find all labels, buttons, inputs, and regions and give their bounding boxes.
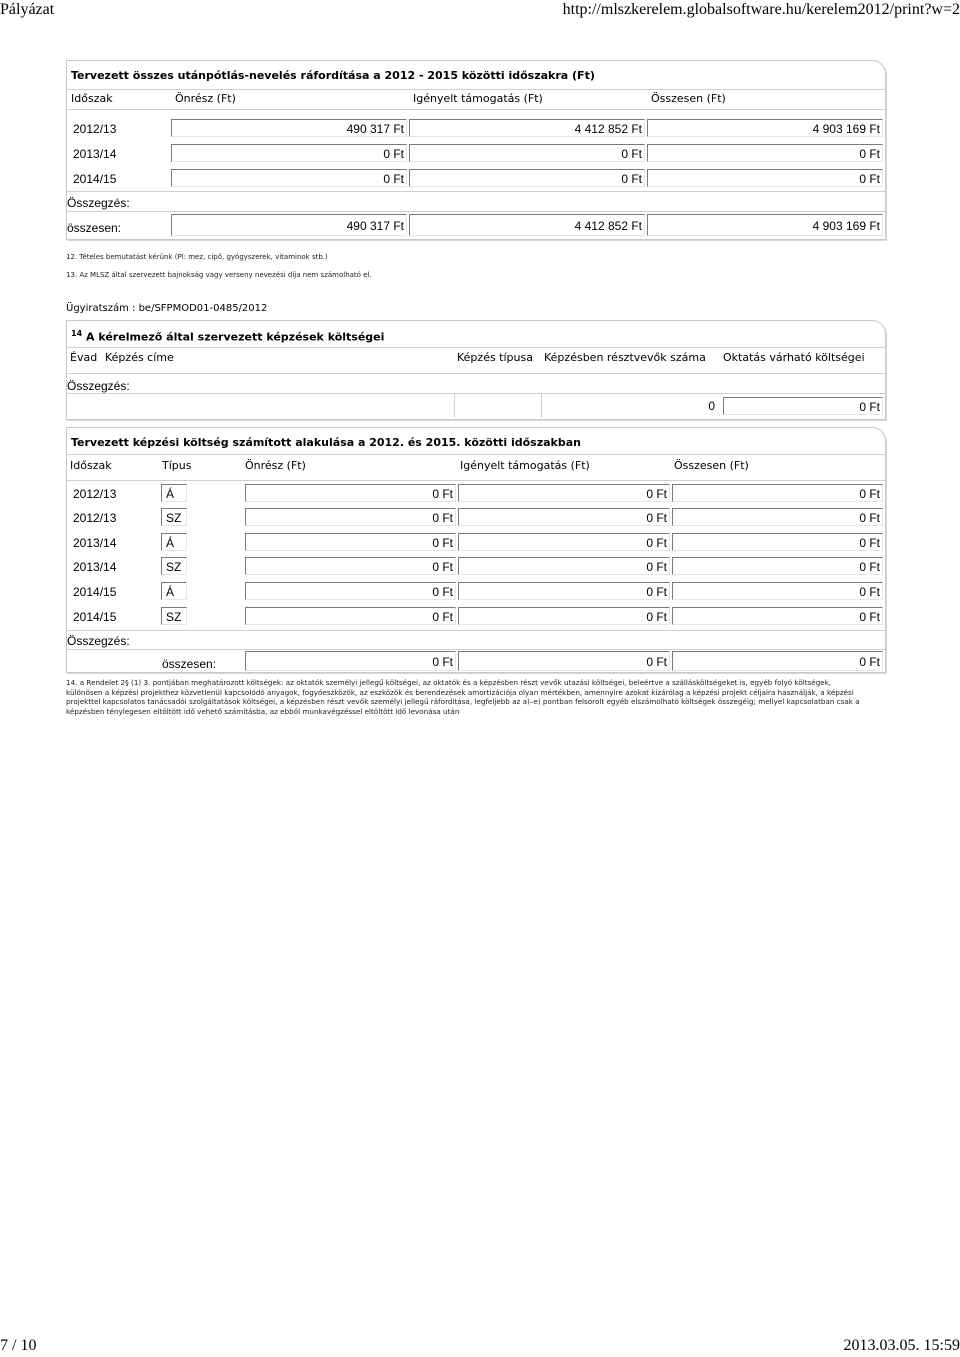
osszesen-field[interactable]: 0 Ft — [647, 169, 883, 187]
note-12: 12. Tételes bemutatást kérünk (Pl: mez, cipő, gyógyszerek, vitaminok stb.) — [66, 253, 328, 261]
total-igenyelt-field[interactable]: 0 Ft — [458, 651, 670, 671]
col-header-tipus: Típus — [162, 459, 192, 472]
igenyelt-field[interactable]: 0 Ft — [409, 169, 645, 187]
panel-title-text: A kérelmező által szervezett képzések költségei — [85, 330, 385, 344]
row-period: 2014/15 — [73, 610, 117, 624]
total-onresz-field[interactable]: 490 317 Ft — [171, 214, 407, 236]
igenyelt-field[interactable]: 0 Ft — [458, 508, 670, 526]
igenyelt-field[interactable]: 0 Ft — [458, 484, 670, 502]
page-header-url[interactable]: http://mlszkerelem.globalsoftware.hu/kerelem2012/print?w=2 — [562, 1, 960, 18]
utanpotlas-table — [66, 60, 886, 240]
ugyiratszam: Ügyiratszám : be/SFPMOD01-0485/2012 — [66, 303, 268, 314]
footnote-marker: 14 — [71, 329, 83, 338]
row-period: 2012/13 — [73, 487, 117, 501]
page-number: 7 / 10 — [0, 1337, 37, 1354]
onresz-field[interactable]: 0 Ft — [245, 533, 456, 551]
col-header-idoszak: Időszak — [70, 459, 112, 472]
total-cost-field[interactable]: 0 Ft — [723, 397, 883, 415]
col-header-igenyelt: Igényelt támogatás (Ft) — [460, 459, 590, 472]
kepzesi-koltseg-table — [66, 427, 886, 673]
print-timestamp: 2013.03.05. 15:59 — [843, 1337, 960, 1354]
footnote-line: képzésben ténylegesen eltöltött idő vehető számításba, az ebből munkavégzéssel eltöltött idő levonása után — [66, 706, 460, 716]
col-header-igenyelt: Igényelt támogatás (Ft) — [413, 92, 543, 105]
osszesen-field[interactable]: 0 Ft — [672, 533, 883, 551]
col-header-onresz: Önrész (Ft) — [245, 459, 306, 472]
summary-label: Összegzés: — [67, 379, 130, 393]
total-label: összesen: — [162, 657, 217, 671]
total-participants-field[interactable]: 0 — [543, 397, 719, 415]
onresz-field[interactable]: 0 Ft — [245, 484, 456, 502]
onresz-field[interactable]: 0 Ft — [245, 582, 456, 600]
osszesen-field[interactable]: 0 Ft — [672, 508, 883, 526]
col-header-osszesen: Összesen (Ft) — [674, 459, 749, 472]
row-period: 2012/13 — [73, 511, 117, 525]
total-osszesen-field[interactable]: 0 Ft — [672, 651, 883, 671]
col-header-resztvevok: Képzésben résztvevők száma — [544, 351, 706, 364]
footnote-14 — [66, 678, 886, 716]
row-period: 2013/14 — [73, 536, 117, 550]
row-period: 2012/13 — [73, 122, 117, 136]
total-label: összesen: — [67, 221, 122, 235]
igenyelt-field[interactable]: 0 Ft — [458, 607, 670, 625]
col-header-osszesen: Összesen (Ft) — [651, 92, 726, 105]
onresz-field[interactable]: 0 Ft — [245, 557, 456, 575]
total-igenyelt-field[interactable]: 4 412 852 Ft — [409, 214, 645, 236]
kepzesek-table — [66, 320, 886, 420]
osszesen-field[interactable]: 0 Ft — [672, 607, 883, 625]
total-osszesen-field[interactable]: 4 903 169 Ft — [647, 214, 883, 236]
igenyelt-field[interactable]: 0 Ft — [409, 144, 645, 162]
type-field[interactable]: SZ — [161, 557, 187, 575]
onresz-field[interactable]: 490 317 Ft — [171, 119, 407, 137]
igenyelt-field[interactable]: 0 Ft — [458, 582, 670, 600]
igenyelt-field[interactable]: 0 Ft — [458, 557, 670, 575]
footnote-line: projekttel kapcsolatos tanácsadói szolgáltatások költségei, a képzésben részt vevők személyi jellegű ráfordítása, legfeljebb az a)–e) pontban felsorolt egyéb elszámolható költségek összegéig; mellyel kapcsolatban csak a — [66, 697, 860, 706]
summary-label: Összegzés: — [67, 634, 130, 648]
summary-label: Összegzés: — [67, 196, 130, 210]
col-header-kepzes-cime: Képzés címe — [105, 351, 174, 364]
panel-title: Tervezett összes utánpótlás-nevelés ráfordítása a 2012 - 2015 közötti időszakra (Ft) — [71, 69, 595, 82]
row-period: 2013/14 — [73, 147, 117, 161]
type-field[interactable]: SZ — [161, 607, 187, 625]
row-period: 2014/15 — [73, 172, 117, 186]
type-field[interactable]: Á — [161, 484, 187, 502]
panel-title — [71, 329, 384, 344]
panel-title: Tervezett képzési költség számított alakulása a 2012. és 2015. közötti időszakban — [71, 436, 581, 449]
osszesen-field[interactable]: 0 Ft — [672, 582, 883, 600]
type-field[interactable]: Á — [161, 582, 187, 600]
osszesen-field[interactable]: 0 Ft — [672, 557, 883, 575]
igenyelt-field[interactable]: 4 412 852 Ft — [409, 119, 645, 137]
row-period: 2013/14 — [73, 560, 117, 574]
onresz-field[interactable]: 0 Ft — [245, 607, 456, 625]
onresz-field[interactable]: 0 Ft — [171, 169, 407, 187]
note-13: 13. Az MLSZ által szervezett bajnokság vagy verseny nevezési díja nem számolható el. — [66, 271, 372, 279]
col-header-idoszak: Időszak — [71, 92, 113, 105]
row-period: 2014/15 — [73, 585, 117, 599]
col-header-kepzes-tipusa: Képzés típusa — [457, 351, 533, 364]
type-field[interactable]: SZ — [161, 508, 187, 526]
footnote-line: 14. a Rendelet 2§ (1) 3. pontjában meghatározott költségek: az oktatók személyi jellegű költségei, az oktatók és a képzésben részt vevők utazási költségei, beleértve a szállásköltségeket is, egyéb folyó költségek, — [66, 678, 832, 687]
igenyelt-field[interactable]: 0 Ft — [458, 533, 670, 551]
osszesen-field[interactable]: 0 Ft — [647, 144, 883, 162]
total-onresz-field[interactable]: 0 Ft — [245, 651, 456, 671]
osszesen-field[interactable]: 4 903 169 Ft — [647, 119, 883, 137]
col-header-evad: Évad — [70, 351, 98, 364]
onresz-field[interactable]: 0 Ft — [171, 144, 407, 162]
col-header-onresz: Önrész (Ft) — [175, 92, 236, 105]
type-field[interactable]: Á — [161, 533, 187, 551]
onresz-field[interactable]: 0 Ft — [245, 508, 456, 526]
footnote-line: különösen a képzési projekthez közvetlenül kapcsolódó anyagok, fogyóeszközök, az eszközök és berendezések amortizációja olyan mértékben, amennyire azokat kizárólag a képzési projekt céljaira használják, a képzési — [66, 687, 854, 697]
osszesen-field[interactable]: 0 Ft — [672, 484, 883, 502]
col-header-koltsegek: Oktatás várható költségei — [723, 351, 865, 364]
page-header-left: Pályázat — [0, 1, 55, 18]
